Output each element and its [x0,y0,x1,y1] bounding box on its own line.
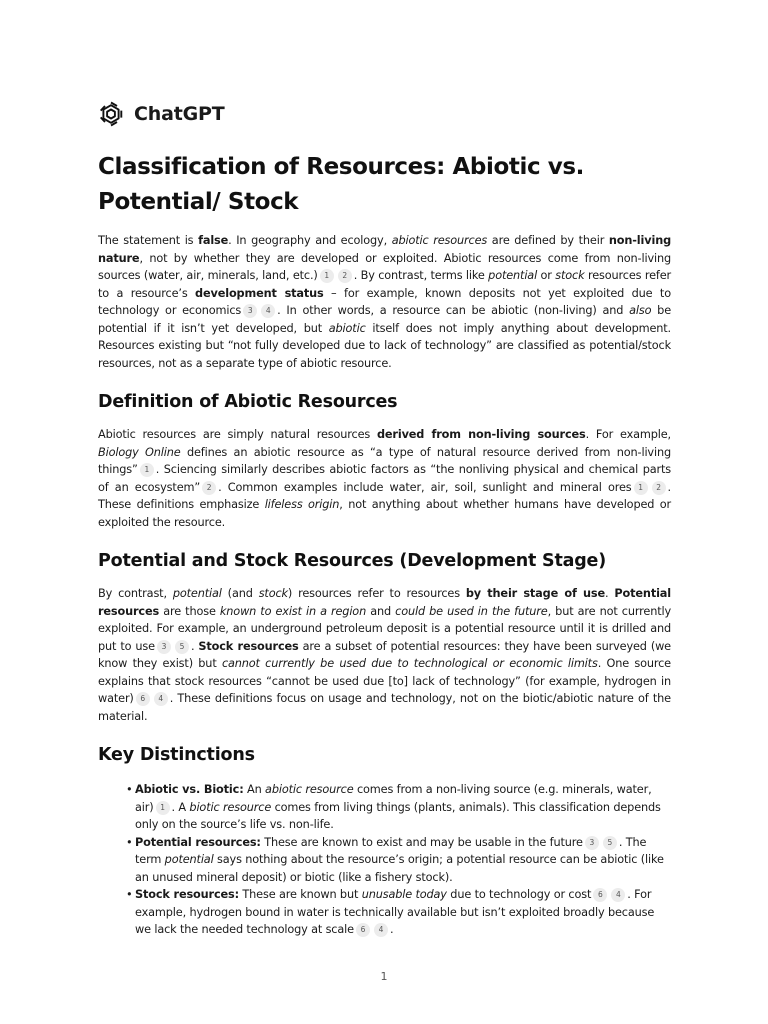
citation-badge[interactable]: 4 [611,888,625,902]
list-item: • Potential resources: These are known to exist and may be usable in the future 3 5 . The term potential says nothing about the resource’s origin; a potential resource can be abiotic (like an unused mineral deposit) or biotic (like a fishery stock). [126,835,664,884]
citation-badge[interactable]: 2 [652,481,666,495]
citation-badge[interactable]: 1 [320,269,334,283]
citation-badge[interactable]: 2 [202,481,216,495]
key-distinctions-list [98,781,671,939]
list-item: • Abiotic vs. Biotic: An abiotic resource comes from a non-living source (e.g. minerals, water, air) 1 . A biotic resource comes from living things (plants, animals). This classification depends only on the source’s life vs. non-life. [126,783,661,831]
section-paragraph: Abiotic resources are simply natural resources derived from non-living sources. For example, Biology Online defines an abiotic resource as “a type of natural resource derived from non-living things” 1 . Sciencing similarly describes abiotic factors as “the nonliving physical and chemical parts of an ecosystem” 2 . Common examples include water, air, soil, sunlight and mineral ores 1 2 . These definitions emphasize lifeless origin, not anything about whether humans have developed or exploited the resource. [98,428,672,529]
citation-badge[interactable]: 5 [603,836,617,850]
section-abiotic [98,390,671,531]
section-heading: Key Distinctions [98,745,255,765]
citation-badge[interactable]: 5 [175,640,189,654]
bullet: • [126,783,133,796]
citation-badge[interactable]: 4 [154,692,168,706]
citation-badge[interactable]: 1 [140,463,154,477]
citation-badge[interactable]: 3 [585,836,599,850]
citation-badge[interactable]: 3 [157,640,171,654]
intro-paragraph: The statement is false. In geography and ecology, abiotic resources are defined by their non-living nature, not by whether they are developed or exploited. Abiotic resources come from non-living sources (water, air, minerals, land, etc.) 1 2 . By contrast, terms like potential or stock resources refer to a resource’s development status – for example, known deposits not yet exploited due to technology or economics 3 4 . In other words, a resource can be abiotic (non-living) and also be potential if it isn’t yet developed, but abiotic itself does not imply anything about development. Resources existing but “not fully developed due to lack of technology” are classified as potential/stock resources, not as a separate type of abiotic resource. [98,234,672,370]
citation-badge[interactable]: 4 [261,304,275,318]
brand-header [98,100,671,128]
bullet: • [126,888,133,901]
citation-badge[interactable]: 4 [374,923,388,937]
document-page [98,100,671,939]
section-key-distinctions [98,743,671,939]
section-paragraph: By contrast, potential (and stock) resources refer to resources by their stage of use. Potential resources are those known to exist in a region and could be used in the future, but are not currently exploited. For example, an underground petroleum deposit is a potential resource until it is drilled and put to use 3 5 . Stock resources are a subset of potential resources: they have been surveyed (we know they exist) but cannot currently be used due to technological or economic limits. One source explains that stock resources “cannot be used due [to] lack of technology” (for example, hydrogen in water) 6 4 . These definitions focus on usage and technology, not on the biotic/abiotic nature of the material. [98,587,672,723]
section-heading: Potential and Stock Resources (Development Stage) [98,551,607,571]
citation-badge[interactable]: 1 [634,481,648,495]
brand-name: ChatGPT [134,103,225,125]
page-number: 1 [380,970,388,983]
openai-logo-icon [98,101,124,127]
page-title: Classification of Resources: Abiotic vs. Potential/ Stock [98,154,585,215]
citation-badge[interactable]: 3 [243,304,257,318]
citation-badge[interactable]: 1 [156,801,170,815]
citation-badge[interactable]: 6 [356,923,370,937]
section-heading: Definition of Abiotic Resources [98,392,398,412]
citation-badge[interactable]: 2 [338,269,352,283]
citation-badge[interactable]: 6 [136,692,150,706]
list-item: • Stock resources: These are known but unusable today due to technology or cost 6 4 . For example, hydrogen bound in water is technically available but isn’t exploited broadly because we lack the needed technology at scale 6 4 . [126,888,655,936]
citation-badge[interactable]: 6 [593,888,607,902]
bullet: • [126,835,133,849]
section-potential [98,549,671,725]
